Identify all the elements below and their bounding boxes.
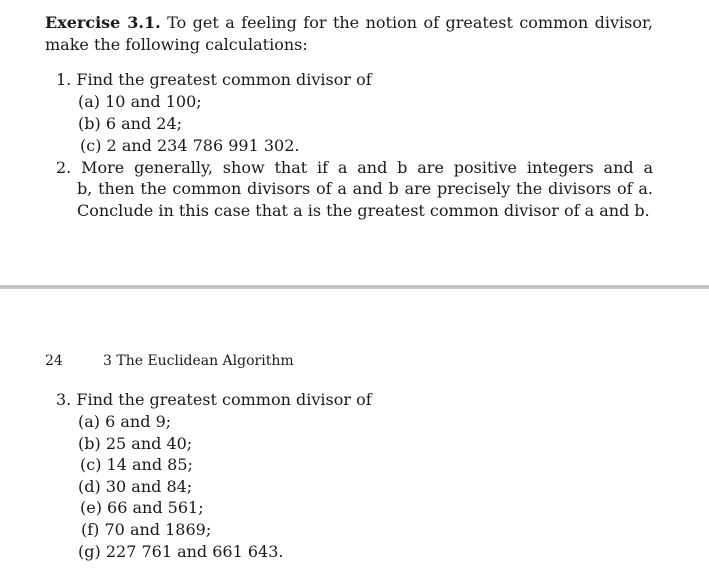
exercise-intro-text: To get a feeling for the notion of greatest common divisor, xyxy=(167,13,653,32)
item-number: 2. xyxy=(56,158,72,177)
item-number: 1. xyxy=(56,70,72,89)
subitem-3a xyxy=(78,412,171,432)
subitem-text: 30 and 84; xyxy=(105,477,193,496)
page-number: 24 xyxy=(45,353,63,369)
item-3 xyxy=(56,390,372,410)
subitem-text: 70 and 1869; xyxy=(104,520,212,539)
subitem-label: (b) xyxy=(78,114,101,133)
subitem-1c xyxy=(80,136,299,156)
item-1 xyxy=(56,70,372,90)
subitem-1b xyxy=(78,114,182,134)
exercise-intro-line1 xyxy=(45,13,653,33)
subitem-label: (c) xyxy=(80,136,102,155)
subitem-3e xyxy=(80,498,204,518)
subitem-label: (g) xyxy=(78,542,101,561)
item-2-line3: Conclude in this case that a is the greatest common divisor of a and b. xyxy=(77,201,650,220)
subitem-text: 6 and 24; xyxy=(105,114,183,133)
subitem-3b xyxy=(78,434,192,454)
subitem-label: (e) xyxy=(80,498,102,517)
subitem-3f xyxy=(81,520,211,540)
subitem-label: (d) xyxy=(78,477,101,496)
item-text: Find the greatest common divisor of xyxy=(76,390,372,409)
subitem-text: 6 and 9; xyxy=(105,412,172,431)
subitem-label: (c) xyxy=(80,455,102,474)
chapter-header: 3 The Euclidean Algorithm xyxy=(103,353,294,369)
item-text: Find the greatest common divisor of xyxy=(76,70,372,89)
subitem-3g xyxy=(78,542,284,562)
subitem-text: 10 and 100; xyxy=(105,92,202,111)
subitem-3c xyxy=(80,455,193,475)
exercise-intro-line2: make the following calculations: xyxy=(45,35,308,54)
subitem-3d xyxy=(78,477,192,497)
item-2-line1 xyxy=(56,158,653,178)
subitem-label: (b) xyxy=(78,434,101,453)
subitem-text: 227 761 and 661 643. xyxy=(105,542,284,561)
item-number: 3. xyxy=(56,390,72,409)
item-2-line2: b, then the common divisors of a and b are precisely the divisors of a. xyxy=(77,179,653,198)
subitem-1a xyxy=(78,92,202,112)
subitem-text: 25 and 40; xyxy=(105,434,193,453)
subitem-label: (f) xyxy=(81,520,100,539)
subitem-text: 66 and 561; xyxy=(107,498,204,517)
subitem-text: 14 and 85; xyxy=(106,455,193,474)
subitem-label: (a) xyxy=(78,92,101,111)
subitem-label: (a) xyxy=(78,412,101,431)
exercise-title: Exercise 3.1. xyxy=(45,13,161,32)
item-text: More generally, show that if a and b are positive integers and a xyxy=(81,158,653,177)
subitem-text: 2 and 234 786 991 302. xyxy=(106,136,300,155)
